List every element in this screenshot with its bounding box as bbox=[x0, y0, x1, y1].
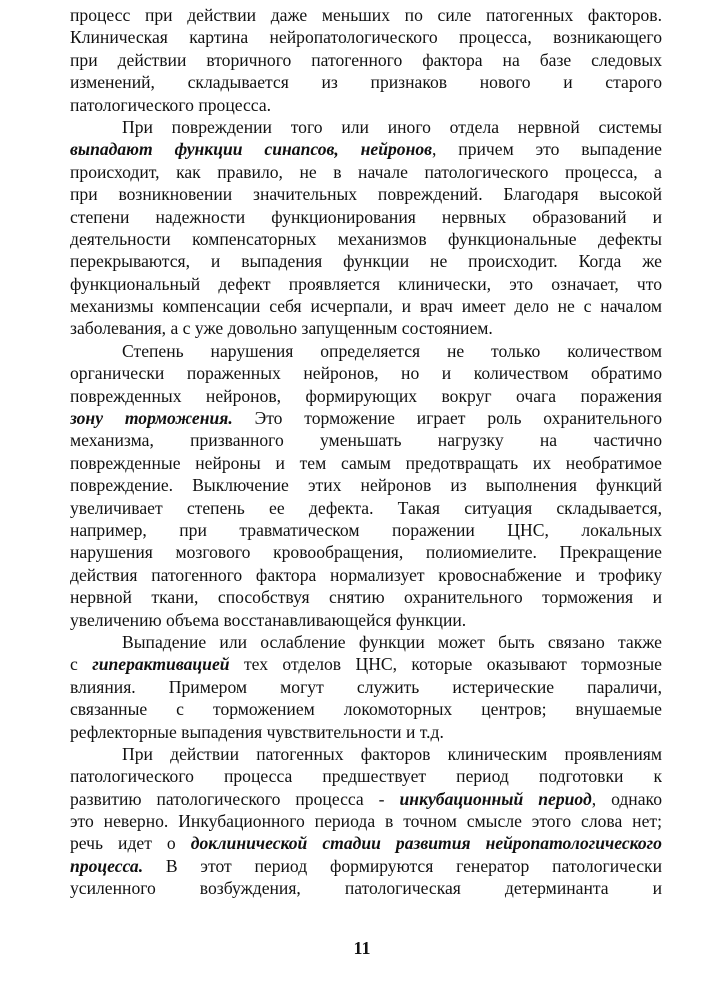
text-line: процесс при действии даже меньших по силе патогенных факторов. bbox=[70, 5, 662, 25]
text-line: нарушения мозгового кровообращения, полиомиелите. Прекращение bbox=[70, 542, 662, 563]
text-line: речь идет о доклинической стадии развития нейропатологического bbox=[70, 833, 662, 854]
text-line: увеличению объема восстанавливающейся функции. bbox=[70, 609, 467, 630]
text-line: происходит, как правило, не в начале патологического процесса, а bbox=[70, 161, 662, 182]
emphasis-term: доклинической стадии развития нейропатологического bbox=[190, 833, 662, 854]
text-line: с гиперактивацией тех отделов ЦНС, которые оказывают тормозные bbox=[70, 654, 662, 675]
text-line: механизмы компенсации себя исчерпали, и врач имеет дело не с началом bbox=[70, 296, 662, 317]
text-line: например, при травматическом поражении ЦНС, локальных bbox=[70, 519, 662, 540]
text-line: это неверно. Инкубационного периода в точном смысле этого слова нет; bbox=[70, 811, 662, 832]
text-line: поврежденные нейроны и тем самым предотвращать их необратимое bbox=[70, 452, 662, 473]
text-line: патологического процесса предшествует период подготовки к bbox=[70, 766, 662, 787]
text-line: зону торможения. Это торможение играет роль охранительного bbox=[70, 408, 662, 429]
page-number: 11 bbox=[353, 938, 371, 958]
text-line: влияния. Примером могут служить истерические параличи, bbox=[70, 676, 662, 697]
text-line: функциональный дефект проявляется клинически, это означает, что bbox=[70, 273, 662, 294]
text-line: поврежденных нейронов, формирующих вокруг очага поражения bbox=[70, 385, 662, 406]
text-line: увеличивает степень ее дефекта. Такая ситуация складывается, bbox=[70, 497, 662, 518]
text-line: степени надежности функционирования нервных образований и bbox=[70, 206, 662, 227]
text-line: органически пораженных нейронов, но и количеством обратимо bbox=[70, 363, 662, 384]
text-line: связанные с торможением локомоторных центров; внушаемые bbox=[70, 699, 662, 720]
text-line: развитию патологического процесса - инкубационный период, однако bbox=[70, 788, 662, 809]
emphasis-term: выпадают функции синапсов, нейронов bbox=[70, 139, 433, 160]
paragraph-first-line: Выпадение или ослабление функции может быть связано также bbox=[122, 631, 662, 652]
text-line: механизма, призванного уменьшать нагрузку на частично bbox=[70, 430, 662, 451]
text-line: заболевания, а с уже довольно запущенным состоянием. bbox=[70, 318, 493, 339]
text-line: повреждение. Выключение этих нейронов из выполнения функций bbox=[70, 475, 662, 496]
text-line: деятельности компенсаторных механизмов функциональные дефекты bbox=[70, 228, 662, 249]
emphasis-term: гиперактивацией bbox=[92, 654, 230, 675]
text-line: при действии вторичного патогенного фактора на базе следовых bbox=[70, 49, 662, 70]
text-line: выпадают функции синапсов, нейронов, причем это выпадение bbox=[70, 139, 662, 160]
text-line: Клиническая картина нейропатологического процесса, возникающего bbox=[70, 27, 662, 48]
text-line: изменений, складывается из признаков нового и старого bbox=[70, 72, 662, 93]
emphasis-term: инкубационный период bbox=[399, 788, 592, 809]
emphasis-term: зону торможения. bbox=[70, 408, 233, 429]
text-line: усиленного возбуждения, патологическая детерминанта и bbox=[70, 878, 662, 899]
text-line: процесса. В этот период формируются генератор патологически bbox=[70, 855, 662, 876]
text-line: при возникновении значительных повреждений. Благодаря высокой bbox=[70, 184, 662, 205]
text-line: нервной ткани, способствуя снятию охранительного торможения и bbox=[70, 587, 662, 608]
text-line: рефлекторные выпадения чувствительности и т.д. bbox=[70, 721, 444, 742]
text-line: перекрываются, и выпадения функции не происходит. Когда же bbox=[70, 251, 662, 272]
text-line: действия патогенного фактора нормализует кровоснабжение и трофику bbox=[70, 564, 662, 585]
paragraph-first-line: При действии патогенных факторов клиническим проявлениям bbox=[122, 743, 662, 764]
emphasis-term: процесса. bbox=[70, 855, 144, 876]
paragraph-first-line: Степень нарушения определяется не только количеством bbox=[122, 340, 662, 361]
paragraph-first-line: При повреждении того или иного отдела нервной системы bbox=[122, 116, 662, 137]
text-line: патологического процесса. bbox=[70, 94, 272, 115]
